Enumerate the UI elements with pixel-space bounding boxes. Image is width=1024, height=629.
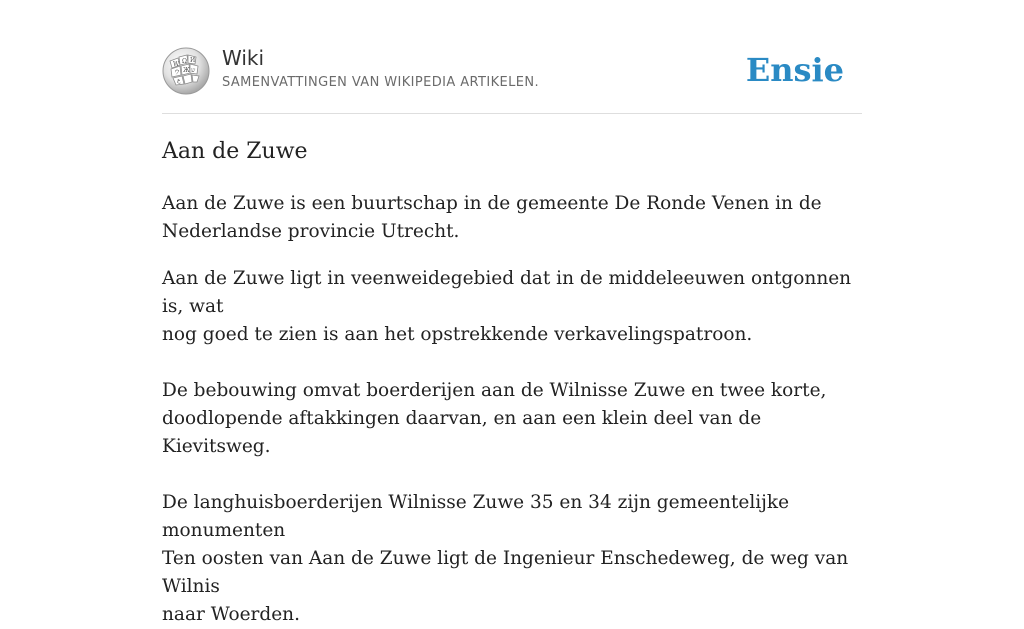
- article-body: [162, 190, 862, 629]
- article-title: Aan de Zuwe: [162, 139, 308, 164]
- brand-logo-link[interactable]: Ensie: [745, 51, 844, 89]
- wikipedia-globe-icon[interactable]: [162, 47, 210, 95]
- svg-text:ウ: ウ: [174, 69, 181, 76]
- svg-text:ש: ש: [191, 67, 196, 74]
- header-divider: [162, 113, 862, 114]
- article-paragraph: Aan de Zuwe is een buurtschap in de gemeente De Ronde Venen in de Nederlandse provincie Utrecht.: [162, 193, 822, 242]
- site-tagline: SAMENVATTINGEN VAN WIKIPEDIA ARTIKELEN.: [222, 75, 540, 90]
- site-header: [162, 46, 862, 98]
- svg-text:ع: ع: [177, 77, 181, 84]
- svg-text:И: И: [190, 57, 196, 64]
- article-paragraph: Aan de Zuwe ligt in veenweidegebied dat in de middeleeuwen ontgonnen is, wat nog goed te zien is aan het opstrekkende verkavelingspatroon. De bebouwing omvat boerderijen aan de Wilnisse Zuwe en twee korte, doodlopende aftakkingen daarvan, en aan een klein deel van de Kievitsweg. De langhuisboerderijen Wilnisse Zuwe 35 en 34 zijn gemeentelijke monumenten Ten oosten van Aan de Zuwe ligt de Ingenieur Enschedeweg, de weg van Wilnis naar Woerden.: [162, 268, 852, 625]
- site-name[interactable]: Wiki: [222, 46, 265, 70]
- svg-text:W: W: [173, 61, 180, 68]
- svg-text:Ж: Ж: [183, 67, 190, 74]
- svg-text:Ω: Ω: [182, 58, 187, 65]
